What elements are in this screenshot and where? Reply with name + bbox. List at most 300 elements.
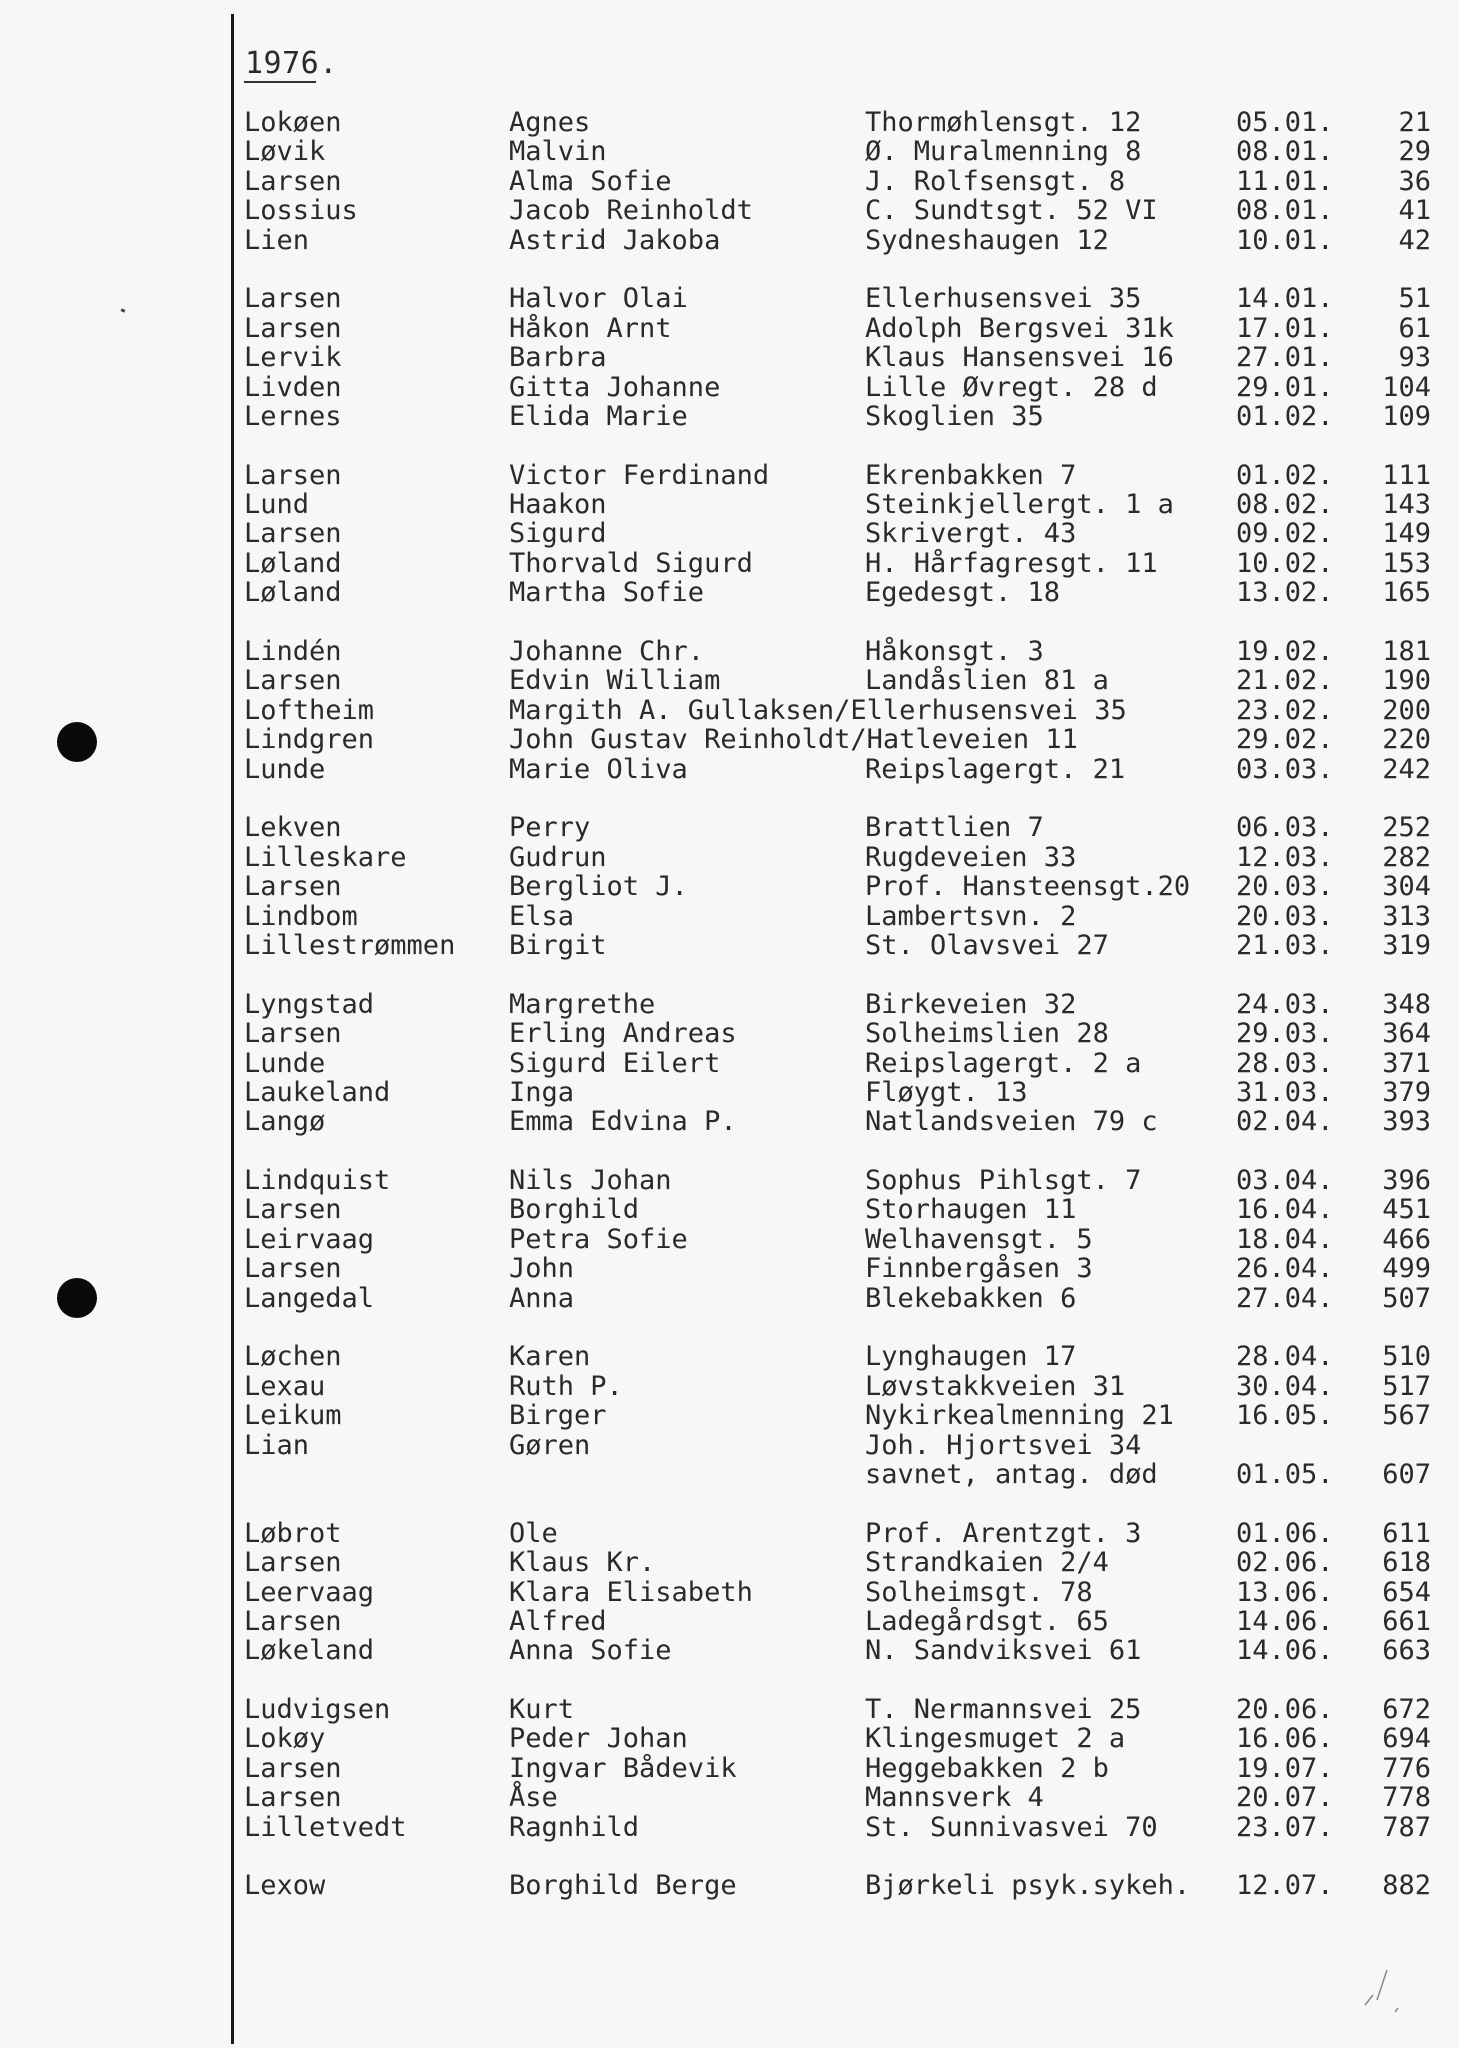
given-name: Ingvar Bådevik bbox=[509, 1752, 737, 1784]
given-name: Jacob Reinholdt bbox=[509, 195, 753, 227]
date: 12.07. bbox=[1236, 1870, 1334, 1902]
surname: Lervik bbox=[244, 342, 342, 374]
address: Birkeveien 32 bbox=[865, 988, 1077, 1020]
surname: Lindbom bbox=[244, 900, 358, 932]
address: Skoglien 35 bbox=[865, 400, 1044, 432]
record-number: 111 bbox=[1382, 459, 1431, 491]
record-number: 663 bbox=[1382, 1635, 1431, 1667]
date: 06.03. bbox=[1236, 812, 1334, 844]
address: Klaus Hansensvei 16 bbox=[865, 342, 1174, 374]
surname: Larsen bbox=[244, 1018, 342, 1050]
record-number: 109 bbox=[1382, 400, 1431, 432]
surname: Leirvaag bbox=[244, 1223, 375, 1255]
address: Rugdeveien 33 bbox=[865, 841, 1077, 873]
record-number: 776 bbox=[1382, 1752, 1431, 1784]
record-row bbox=[244, 196, 1444, 225]
address: Thormøhlensgt. 12 bbox=[865, 107, 1142, 138]
record-number: 661 bbox=[1382, 1605, 1431, 1637]
surname: Larsen bbox=[244, 1605, 342, 1637]
surname: Loftheim bbox=[244, 694, 375, 726]
address: T. Nermannsvei 25 bbox=[865, 1694, 1142, 1726]
record-row bbox=[244, 1284, 1444, 1313]
given-name: Karen bbox=[509, 1341, 591, 1373]
date: 14.06. bbox=[1236, 1605, 1334, 1637]
address: Natlandsveien 79 c bbox=[865, 1106, 1158, 1138]
given-name: Astrid Jakoba bbox=[509, 224, 721, 256]
address: Heggebakken 2 b bbox=[865, 1752, 1109, 1784]
date: 08.01. bbox=[1236, 195, 1334, 227]
record-row bbox=[244, 1578, 1444, 1607]
surname: Larsen bbox=[244, 1253, 342, 1285]
record-number: 36 bbox=[1398, 165, 1431, 197]
surname: Ludvigsen bbox=[244, 1694, 391, 1726]
address: Solheimsgt. 78 bbox=[865, 1576, 1093, 1608]
record-row bbox=[244, 167, 1444, 196]
record-number: 143 bbox=[1382, 489, 1431, 521]
surname: Lekven bbox=[244, 812, 342, 844]
record-number: 393 bbox=[1382, 1106, 1431, 1138]
given-name: Klaus Kr. bbox=[509, 1547, 656, 1579]
date: 26.04. bbox=[1236, 1253, 1334, 1285]
address: Sophus Pihlsgt. 7 bbox=[865, 1165, 1142, 1197]
date: 09.02. bbox=[1236, 518, 1334, 550]
given-name: Gitta Johanne bbox=[509, 371, 721, 403]
given-name: Malvin bbox=[509, 136, 607, 168]
record-row bbox=[244, 578, 1444, 607]
address: Welhavensgt. 5 bbox=[865, 1223, 1093, 1255]
address: Skrivergt. 43 bbox=[865, 518, 1077, 550]
date: 27.01. bbox=[1236, 342, 1334, 374]
record-row bbox=[244, 1019, 1444, 1048]
address: Prof. Arentzgt. 3 bbox=[865, 1517, 1142, 1549]
date: 01.02. bbox=[1236, 459, 1334, 491]
date: 14.06. bbox=[1236, 1635, 1334, 1667]
record-number: 607 bbox=[1382, 1458, 1431, 1490]
given-name: Perry bbox=[509, 812, 591, 844]
group-gap bbox=[244, 1313, 1444, 1342]
surname: Leervaag bbox=[244, 1576, 375, 1608]
record-row bbox=[244, 284, 1444, 313]
record-row bbox=[244, 1871, 1444, 1900]
record-row bbox=[244, 373, 1444, 402]
address: Ellerhusensvei 35 bbox=[865, 283, 1142, 315]
given-name: Gøren bbox=[509, 1429, 591, 1461]
surname: Lund bbox=[244, 489, 310, 521]
record-number: 567 bbox=[1382, 1400, 1431, 1432]
record-number: 21 bbox=[1398, 107, 1431, 138]
record-number: 61 bbox=[1398, 312, 1431, 344]
date: 05.01. bbox=[1236, 107, 1334, 138]
given-name: John Gustav Reinholdt/Hatleveien 11 bbox=[509, 724, 1078, 756]
given-name: Borghild bbox=[509, 1194, 640, 1226]
address: J. Rolfsensgt. 8 bbox=[865, 165, 1126, 197]
date: 13.02. bbox=[1236, 577, 1334, 609]
record-row bbox=[244, 1813, 1444, 1842]
surname: Lilleskare bbox=[244, 841, 407, 873]
year-heading: 1976. bbox=[245, 46, 338, 81]
record-row bbox=[244, 549, 1444, 578]
date: 21.03. bbox=[1236, 929, 1334, 961]
record-number: 517 bbox=[1382, 1370, 1431, 1402]
record-number: 618 bbox=[1382, 1547, 1431, 1579]
surname: Lernes bbox=[244, 400, 342, 432]
record-number: 190 bbox=[1382, 665, 1431, 697]
date: 23.02. bbox=[1236, 694, 1334, 726]
date: 08.02. bbox=[1236, 489, 1334, 521]
group-gap bbox=[244, 608, 1444, 637]
date: 19.02. bbox=[1236, 636, 1334, 668]
given-name: Alfred bbox=[509, 1605, 607, 1637]
surname: Lindgren bbox=[244, 724, 375, 756]
surname: Laukeland bbox=[244, 1076, 391, 1108]
date: 20.07. bbox=[1236, 1782, 1334, 1814]
record-row bbox=[244, 1607, 1444, 1636]
address: N. Sandviksvei 61 bbox=[865, 1635, 1142, 1667]
record-row bbox=[244, 314, 1444, 343]
given-name: Anna bbox=[509, 1282, 575, 1314]
given-name: Peder Johan bbox=[509, 1723, 688, 1755]
margin-rule bbox=[231, 14, 234, 2044]
record-row bbox=[244, 1783, 1444, 1812]
record-number: 451 bbox=[1382, 1194, 1431, 1226]
given-name: Anna Sofie bbox=[509, 1635, 672, 1667]
given-name: Halvor Olai bbox=[509, 283, 688, 315]
record-row bbox=[244, 1225, 1444, 1254]
address: Egedesgt. 18 bbox=[865, 577, 1061, 609]
record-number: 220 bbox=[1382, 724, 1431, 756]
date: 16.04. bbox=[1236, 1194, 1334, 1226]
record-number: 319 bbox=[1382, 929, 1431, 961]
record-number: 672 bbox=[1382, 1694, 1431, 1726]
record-row bbox=[244, 755, 1444, 784]
record-row bbox=[244, 137, 1444, 166]
record-number: 778 bbox=[1382, 1782, 1431, 1814]
given-name: Victor Ferdinand bbox=[509, 459, 770, 491]
date: 28.03. bbox=[1236, 1047, 1334, 1079]
group-gap bbox=[244, 1489, 1444, 1518]
surname: Lokøy bbox=[244, 1723, 326, 1755]
record-row bbox=[244, 226, 1444, 255]
record-row bbox=[244, 1342, 1444, 1371]
record-number: 104 bbox=[1382, 371, 1431, 403]
given-name: Haakon bbox=[509, 489, 607, 521]
date: 16.05. bbox=[1236, 1400, 1334, 1432]
address: Lille Øvregt. 28 d bbox=[865, 371, 1158, 403]
record-number: 611 bbox=[1382, 1517, 1431, 1549]
record-row bbox=[244, 1372, 1444, 1401]
date: 27.04. bbox=[1236, 1282, 1334, 1314]
date: 23.07. bbox=[1236, 1811, 1334, 1843]
given-name: Åse bbox=[509, 1782, 558, 1814]
punch-hole-bottom bbox=[57, 1278, 97, 1318]
address: Storhaugen 11 bbox=[865, 1194, 1077, 1226]
given-name: John bbox=[509, 1253, 575, 1285]
given-name: Edvin William bbox=[509, 665, 721, 697]
surname: Løkeland bbox=[244, 1635, 375, 1667]
record-number: 466 bbox=[1382, 1223, 1431, 1255]
date: 03.04. bbox=[1236, 1165, 1334, 1197]
given-name: Erling Andreas bbox=[509, 1018, 737, 1050]
given-name: Marie Oliva bbox=[509, 753, 688, 785]
record-row bbox=[244, 843, 1444, 872]
record-row bbox=[244, 725, 1444, 754]
record-number: 882 bbox=[1382, 1870, 1431, 1902]
address: Nykirkealmenning 21 bbox=[865, 1400, 1174, 1432]
given-name: Martha Sofie bbox=[509, 577, 705, 609]
date: 08.01. bbox=[1236, 136, 1334, 168]
address: Lynghaugen 17 bbox=[865, 1341, 1077, 1373]
surname: Larsen bbox=[244, 518, 342, 550]
record-number: 93 bbox=[1398, 342, 1431, 374]
group-gap bbox=[244, 960, 1444, 989]
given-name: Alma Sofie bbox=[509, 165, 672, 197]
surname: Larsen bbox=[244, 165, 342, 197]
record-number: 153 bbox=[1382, 547, 1431, 579]
given-name: Petra Sofie bbox=[509, 1223, 688, 1255]
given-name: Margrethe bbox=[509, 988, 656, 1020]
record-row bbox=[244, 1107, 1444, 1136]
record-row bbox=[244, 519, 1444, 548]
group-gap bbox=[244, 255, 1444, 284]
surname: Lindquist bbox=[244, 1165, 391, 1197]
surname: Lossius bbox=[244, 195, 358, 227]
address: Prof. Hansteensgt.20 bbox=[865, 871, 1191, 903]
address: Løvstakkveien 31 bbox=[865, 1370, 1126, 1402]
address: Steinkjellergt. 1 a bbox=[865, 489, 1174, 521]
address: Adolph Bergsvei 31k bbox=[865, 312, 1174, 344]
record-number: 348 bbox=[1382, 988, 1431, 1020]
given-name: Birgit bbox=[509, 929, 607, 961]
address: Joh. Hjortsvei 34 bbox=[865, 1429, 1142, 1461]
address: H. Hårfagresgt. 11 bbox=[865, 547, 1158, 579]
record-row bbox=[244, 490, 1444, 519]
surname: Lian bbox=[244, 1429, 310, 1461]
address: C. Sundtsgt. 52 VI bbox=[865, 195, 1158, 227]
given-name: Klara Elisabeth bbox=[509, 1576, 753, 1608]
address: Reipslagergt. 2 a bbox=[865, 1047, 1142, 1079]
surname: Larsen bbox=[244, 1752, 342, 1784]
address: Ekrenbakken 7 bbox=[865, 459, 1077, 491]
given-name: Gudrun bbox=[509, 841, 607, 873]
date: 20.03. bbox=[1236, 900, 1334, 932]
group-gap bbox=[244, 1842, 1444, 1871]
date: 28.04. bbox=[1236, 1341, 1334, 1373]
given-name: Johanne Chr. bbox=[509, 636, 705, 668]
given-name: Bergliot J. bbox=[509, 871, 688, 903]
surname: Løbrot bbox=[244, 1517, 342, 1549]
date: 31.03. bbox=[1236, 1076, 1334, 1108]
record-row bbox=[244, 1078, 1444, 1107]
date: 10.02. bbox=[1236, 547, 1334, 579]
date: 12.03. bbox=[1236, 841, 1334, 873]
address: Fløygt. 13 bbox=[865, 1076, 1028, 1108]
record-row bbox=[244, 1195, 1444, 1224]
date: 01.05. bbox=[1236, 1458, 1334, 1490]
given-name: Ragnhild bbox=[509, 1811, 640, 1843]
record-number: 41 bbox=[1398, 195, 1431, 227]
record-row bbox=[244, 1724, 1444, 1753]
records-list bbox=[244, 108, 1444, 1901]
group-gap bbox=[244, 1666, 1444, 1695]
surname: Larsen bbox=[244, 1547, 342, 1579]
given-name: Barbra bbox=[509, 342, 607, 374]
surname: Larsen bbox=[244, 283, 342, 315]
given-name: Håkon Arnt bbox=[509, 312, 672, 344]
record-number: 51 bbox=[1398, 283, 1431, 315]
date: 16.06. bbox=[1236, 1723, 1334, 1755]
record-row bbox=[244, 990, 1444, 1019]
record-number: 364 bbox=[1382, 1018, 1431, 1050]
date: 19.07. bbox=[1236, 1752, 1334, 1784]
record-number: 242 bbox=[1382, 753, 1431, 785]
address: St. Sunnivasvei 70 bbox=[865, 1811, 1158, 1843]
surname: Larsen bbox=[244, 459, 342, 491]
record-number: 371 bbox=[1382, 1047, 1431, 1079]
record-number: 694 bbox=[1382, 1723, 1431, 1755]
record-row bbox=[244, 1519, 1444, 1548]
record-row bbox=[244, 1754, 1444, 1783]
given-name: Agnes bbox=[509, 107, 591, 138]
date: 24.03. bbox=[1236, 988, 1334, 1020]
record-row bbox=[244, 931, 1444, 960]
surname: Larsen bbox=[244, 312, 342, 344]
address: Brattlien 7 bbox=[865, 812, 1044, 844]
surname: Lyngstad bbox=[244, 988, 375, 1020]
date: 14.01. bbox=[1236, 283, 1334, 315]
record-row bbox=[244, 461, 1444, 490]
record-number: 149 bbox=[1382, 518, 1431, 550]
surname: Lokøen bbox=[244, 107, 342, 138]
record-number: 654 bbox=[1382, 1576, 1431, 1608]
date: 20.03. bbox=[1236, 871, 1334, 903]
surname: Lindén bbox=[244, 636, 342, 668]
address: Finnbergåsen 3 bbox=[865, 1253, 1093, 1285]
given-name: Birger bbox=[509, 1400, 607, 1432]
year-underline bbox=[244, 81, 316, 83]
address: Solheimslien 28 bbox=[865, 1018, 1109, 1050]
address: Lambertsvn. 2 bbox=[865, 900, 1077, 932]
surname: Lunde bbox=[244, 1047, 326, 1079]
record-row bbox=[244, 1401, 1444, 1430]
record-number: 379 bbox=[1382, 1076, 1431, 1108]
date: 29.03. bbox=[1236, 1018, 1334, 1050]
record-number: 499 bbox=[1382, 1253, 1431, 1285]
surname: Løland bbox=[244, 547, 342, 579]
address: Mannsverk 4 bbox=[865, 1782, 1044, 1814]
record-row bbox=[244, 637, 1444, 666]
record-row bbox=[244, 343, 1444, 372]
record-number: 181 bbox=[1382, 636, 1431, 668]
record-number: 165 bbox=[1382, 577, 1431, 609]
punch-hole-top bbox=[57, 722, 97, 762]
given-name: Nils Johan bbox=[509, 1165, 672, 1197]
record-row bbox=[244, 1254, 1444, 1283]
record-number: 304 bbox=[1382, 871, 1431, 903]
surname: Løchen bbox=[244, 1341, 342, 1373]
address: Ø. Muralmenning 8 bbox=[865, 136, 1142, 168]
record-number: 200 bbox=[1382, 694, 1431, 726]
surname: Larsen bbox=[244, 871, 342, 903]
record-number: 252 bbox=[1382, 812, 1431, 844]
record-row bbox=[244, 872, 1444, 901]
record-row bbox=[244, 1460, 1444, 1489]
record-row bbox=[244, 108, 1444, 137]
date: 02.04. bbox=[1236, 1106, 1334, 1138]
ink-speck bbox=[121, 308, 126, 312]
surname: Larsen bbox=[244, 1782, 342, 1814]
address: Strandkaien 2/4 bbox=[865, 1547, 1109, 1579]
address: Klingesmuget 2 a bbox=[865, 1723, 1126, 1755]
surname: Lillestrømmen bbox=[244, 929, 456, 961]
address: Landåslien 81 a bbox=[865, 665, 1109, 697]
address: Håkonsgt. 3 bbox=[865, 636, 1044, 668]
date: 01.02. bbox=[1236, 400, 1334, 432]
given-name: Ole bbox=[509, 1517, 558, 1549]
address: Ladegårdsgt. 65 bbox=[865, 1605, 1109, 1637]
date: 11.01. bbox=[1236, 165, 1334, 197]
date: 02.06. bbox=[1236, 1547, 1334, 1579]
given-name: Kurt bbox=[509, 1694, 575, 1726]
date: 30.04. bbox=[1236, 1370, 1334, 1402]
date: 18.04. bbox=[1236, 1223, 1334, 1255]
given-name: Sigurd bbox=[509, 518, 607, 550]
given-name: Ruth P. bbox=[509, 1370, 623, 1402]
record-row bbox=[244, 1695, 1444, 1724]
surname: Larsen bbox=[244, 665, 342, 697]
surname: Lexow bbox=[244, 1870, 326, 1902]
date: 29.01. bbox=[1236, 371, 1334, 403]
record-row bbox=[244, 696, 1444, 725]
date: 21.02. bbox=[1236, 665, 1334, 697]
surname: Lilletvedt bbox=[244, 1811, 407, 1843]
surname: Langø bbox=[244, 1106, 326, 1138]
pencil-mark bbox=[1355, 1950, 1415, 2030]
address: savnet, antag. død bbox=[865, 1458, 1158, 1490]
surname: Lexau bbox=[244, 1370, 326, 1402]
record-row bbox=[244, 1431, 1444, 1460]
date: 20.06. bbox=[1236, 1694, 1334, 1726]
given-name: Sigurd Eilert bbox=[509, 1047, 721, 1079]
address: Reipslagergt. 21 bbox=[865, 753, 1126, 785]
record-number: 396 bbox=[1382, 1165, 1431, 1197]
record-row bbox=[244, 1049, 1444, 1078]
record-row bbox=[244, 813, 1444, 842]
given-name: Inga bbox=[509, 1076, 575, 1108]
record-row bbox=[244, 902, 1444, 931]
group-gap bbox=[244, 784, 1444, 813]
group-gap bbox=[244, 1137, 1444, 1166]
surname: Lien bbox=[244, 224, 310, 256]
surname: Larsen bbox=[244, 1194, 342, 1226]
date: 17.01. bbox=[1236, 312, 1334, 344]
date: 01.06. bbox=[1236, 1517, 1334, 1549]
surname: Langedal bbox=[244, 1282, 375, 1314]
date: 03.03. bbox=[1236, 753, 1334, 785]
surname: Leikum bbox=[244, 1400, 342, 1432]
given-name: Borghild Berge bbox=[509, 1870, 737, 1902]
surname: Løvik bbox=[244, 136, 326, 168]
date: 29.02. bbox=[1236, 724, 1334, 756]
surname: Løland bbox=[244, 577, 342, 609]
record-row bbox=[244, 1166, 1444, 1195]
record-number: 787 bbox=[1382, 1811, 1431, 1843]
record-row bbox=[244, 666, 1444, 695]
record-row bbox=[244, 1636, 1444, 1665]
address: Bjørkeli psyk.sykeh. bbox=[865, 1870, 1191, 1902]
record-number: 510 bbox=[1382, 1341, 1431, 1373]
address: Sydneshaugen 12 bbox=[865, 224, 1109, 256]
date: 10.01. bbox=[1236, 224, 1334, 256]
